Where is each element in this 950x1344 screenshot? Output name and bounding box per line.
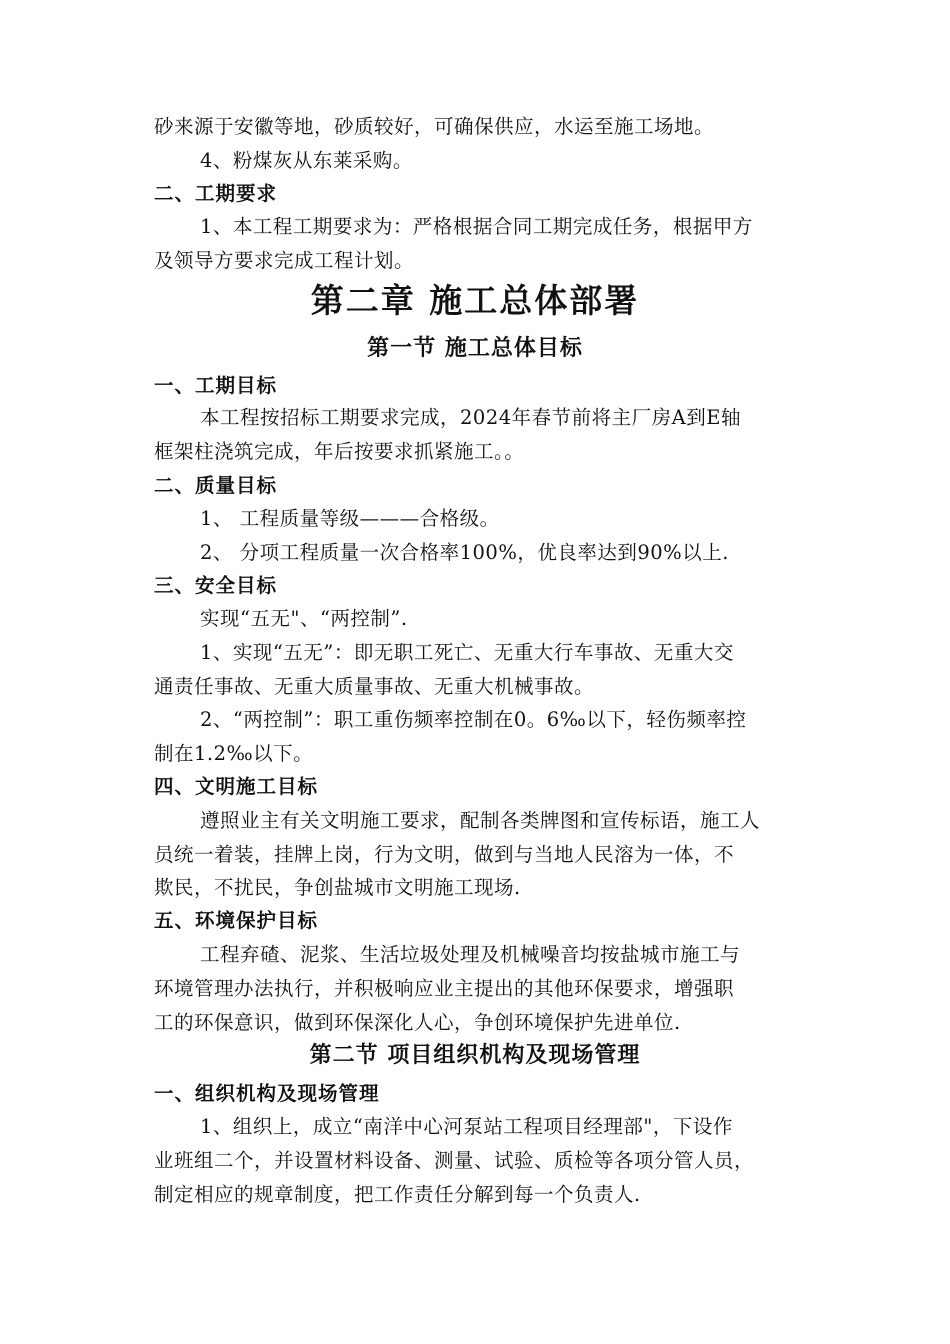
body-text-line: 工的环保意识，做到环保深化人心，争创环境保护先进单位. [154, 1011, 681, 1034]
body-text-line: 工程弃碴、泥浆、生活垃圾处理及机械噪音均按盐城市施工与 [200, 943, 741, 966]
body-text-line: 1、 工程质量等级———合格级。 [200, 507, 500, 530]
body-text-line: 环境管理办法执行，并积极响应业主提出的其他环保要求，增强职 [154, 977, 735, 1000]
section-title: 第二节 项目组织机构及现场管理 [309, 1043, 641, 1068]
heading-environmental-goal: 五、环境保护目标 [154, 909, 319, 932]
body-text-line: 遵照业主有关文明施工要求，配制各类牌图和宣传标语，施工人 [200, 809, 761, 832]
body-text-line: 2、“两控制”：职工重伤频率控制在0。6‰以下，轻伤频率控 [200, 708, 747, 731]
body-text-line: 通责任事故、无重大质量事故、无重大机械事故。 [154, 675, 595, 698]
body-text-line: 1、组织上，成立“南洋中心河泵站工程项目经理部"，下设作 [200, 1115, 733, 1138]
body-text-line: 实现“五无"、“两控制”. [200, 607, 408, 630]
heading-organization: 一、组织机构及现场管理 [154, 1082, 380, 1105]
chapter-title: 第二章 施工总体部署 [310, 281, 640, 320]
heading-schedule-requirements: 二、工期要求 [154, 182, 278, 205]
body-text-line: 本工程按招标工期要求完成，2024年春节前将主厂房A到E轴 [200, 406, 741, 429]
heading-civilized-construction-goal: 四、文明施工目标 [154, 775, 319, 798]
body-text-line: 欺民，不扰民，争创盐城市文明施工现场. [154, 876, 521, 899]
body-text-line: 4、粉煤灰从东莱采购。 [200, 149, 413, 172]
body-text-line: 1、实现“五无”：即无职工死亡、无重大行车事故、无重大交 [200, 641, 734, 664]
body-text-line: 及领导方要求完成工程计划。 [154, 249, 415, 272]
heading-quality-goal: 二、质量目标 [154, 474, 278, 497]
heading-safety-goal: 三、安全目标 [154, 574, 278, 597]
body-text-line: 2、 分项工程质量一次合格率100%，优良率达到90%以上. [200, 541, 729, 564]
body-text-line: 砂来源于安徽等地，砂质较好，可确保供应，水运至施工场地。 [154, 115, 715, 138]
body-text-line: 员统一着装，挂牌上岗，行为文明，做到与当地人民溶为一体，不 [154, 843, 735, 866]
body-text-line: 框架柱浇筑完成，年后按要求抓紧施工。。 [154, 440, 525, 463]
heading-schedule-goal: 一、工期目标 [154, 374, 278, 397]
section-title: 第一节 施工总体目标 [367, 336, 583, 361]
body-text-line: 1、本工程工期要求为：严格根据合同工期完成任务，根据甲方 [200, 215, 753, 238]
body-text-line: 制在1.2‰以下。 [154, 742, 314, 765]
body-text-line: 制定相应的规章制度，把工作责任分解到每一个负责人. [154, 1183, 641, 1206]
body-text-line: 业班组二个，并设置材料设备、测量、试验、质检等各项分管人员， [154, 1149, 755, 1172]
